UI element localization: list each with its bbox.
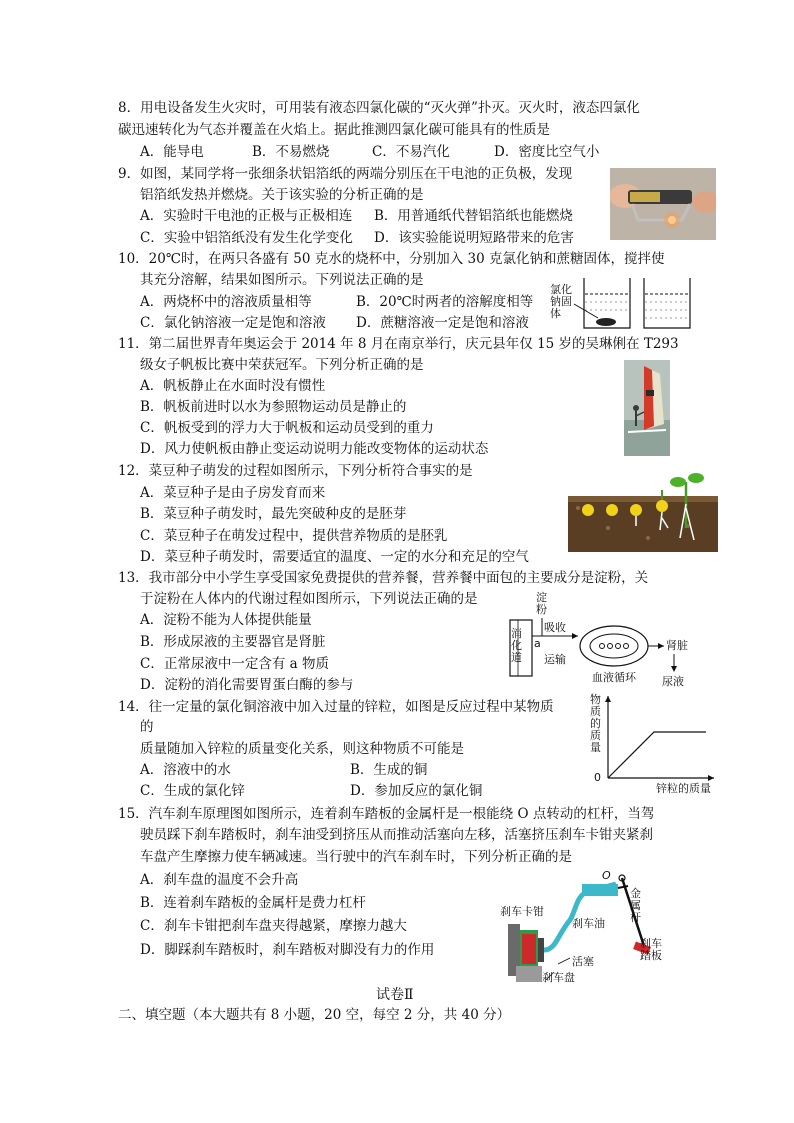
q8-option-b: B．不易燃烧 [252, 144, 330, 160]
q14-option-b: B．生成的铜 [350, 762, 428, 778]
circulation-label: 血液循环 [592, 671, 636, 684]
q15-option-d: D．脚踩刹车踏板时，刹车踏板对脚没有力的作用 [140, 942, 435, 958]
starch-label: 淀粉 [536, 591, 547, 616]
y-axis-char-5: 量 [590, 741, 601, 754]
brake-diagram [498, 868, 670, 986]
origin-label: 0 [594, 771, 601, 784]
q9-option-d: D．该实验能说明短路带来的危害 [374, 230, 574, 246]
substance-a-label: a [534, 637, 541, 650]
q8-option-a: A．能导电 [140, 144, 204, 160]
mass-graph [586, 692, 716, 798]
x-axis-label: 锌粒的质量 [656, 782, 711, 795]
q11-stem-line2: 级女子帆板比赛中荣获冠军。下列分析正确的是 [140, 357, 424, 373]
q10-option-c: C．氯化钠溶液一定是饱和溶液 [140, 315, 326, 331]
q15-option-a: A．刹车盘的温度不会升高 [140, 872, 299, 888]
beakers-figure [548, 276, 716, 332]
q13-option-c: C．正常尿液中一定含有 a 物质 [140, 656, 329, 672]
q15-option-c: C．刹车卡钳把刹车盘夹得越紧，摩擦力越大 [140, 918, 407, 934]
q10-option-b: B．20℃时两者的溶解度相等 [356, 294, 534, 310]
q13-option-a: A．淀粉不能为人体提供能量 [140, 612, 312, 628]
q9-option-a: A．实验时干电池的正极与正极相连 [140, 208, 353, 224]
beaker-label-line2: 钠固 [550, 295, 572, 308]
disc-label: 刹车盘 [542, 971, 575, 984]
part-two-title: 试卷Ⅱ [376, 987, 414, 1003]
piston-label: 活塞 [572, 955, 594, 968]
q14-option-a: A．溶液中的水 [140, 762, 231, 778]
windsurf-photo [624, 360, 670, 456]
q11-option-b: B．帆板前进时以水为参照物运动员是静止的 [140, 399, 407, 415]
q8-stem-line1: 8．用电设备发生火灾时，可用装有液态四氯化碳的“灭火弹”扑灭。灭火时，液态四氯化 [118, 100, 640, 116]
urine-label: 尿液 [662, 675, 684, 688]
q8-option-c: C．不易汽化 [372, 144, 450, 160]
beaker-right [644, 278, 690, 328]
q12-option-d: D．菜豆种子萌发时，需要适宜的温度、一定的水分和充足的空气 [140, 549, 529, 565]
q10-stem-line2: 其充分溶解，结果如图所示。下列说法正确的是 [140, 272, 424, 288]
rod-label-char-2: 属 [630, 899, 641, 912]
y-axis-char-3: 的 [590, 717, 601, 730]
q14-option-d: D．参加反应的氯化铜 [350, 783, 483, 799]
caliper-label: 刹车卡钳 [500, 905, 544, 918]
q9-option-b: B．用普通纸代替铝箔纸也能燃烧 [374, 208, 573, 224]
q11-option-d: D．风力使帆板由静止变运动说明力能改变物体的运动状态 [140, 441, 489, 457]
starch-metabolism-diagram [506, 592, 706, 688]
q15-stem-line2: 驶员踩下刹车踏板时，刹车油受到挤压从而推动活塞向左移，活塞挤压刹车卡钳夹紧刹 [140, 827, 653, 843]
q14-stem-line1: 14．往一定量的氯化铜溶液中加入过量的锌粒，如图是反应过程中某物质 [118, 699, 554, 715]
y-axis-char-2: 质 [590, 705, 601, 718]
q9-stem-line2: 铝箔纸发热并燃烧。关于该实验的分析正确的是 [140, 187, 424, 203]
q11-stem-line1: 11．第二届世界青年奥运会于 2014 年 8 月在南京举行，庆元县年仅 15 岁的吴琳俐在 T293 [118, 336, 679, 352]
bean-germination-figure [568, 468, 718, 552]
rod-label-char-1: 金 [630, 887, 641, 900]
q12-option-c: C．菜豆种子在萌发过程中，提供营养物质的是胚乳 [140, 528, 448, 544]
q10-option-a: A．两烧杯中的溶液质量相等 [140, 294, 312, 310]
q8-option-d: D．密度比空气小 [494, 144, 600, 160]
transport-label: 运输 [544, 653, 566, 666]
y-axis-char-4: 质 [590, 729, 601, 742]
q10-option-d: D．蔗糖溶液一定是饱和溶液 [356, 315, 529, 331]
q11-option-c: C．帆板受到的浮力大于帆板和运动员受到的重力 [140, 420, 434, 436]
q9-stem-line1: 9．如图，某同学将一张细条状铝箔纸的两端分别压在干电池的正负极，发现 [118, 166, 573, 182]
q12-option-b: B．菜豆种子萌发时，最先突破种皮的是胚芽 [140, 506, 407, 522]
kidney-label: 肾脏 [666, 639, 688, 652]
q13-stem-line1: 13．我市部分中小学生享受国家免费提供的营养餐，营养餐中面包的主要成分是淀粉，关 [118, 570, 649, 586]
q13-option-d: D．淀粉的消化需要胃蛋白酶的参与 [140, 677, 354, 693]
q14-stem-line2: 的 [140, 719, 154, 735]
beaker-label-line3: 体 [550, 307, 561, 320]
q8-stem-line2: 碳迅速转化为气态并覆盖在火焰上。据此推测四氯化碳可能具有的性质是 [118, 122, 550, 138]
mass-curve [608, 732, 706, 778]
q14-option-c: C．生成的氯化锌 [140, 783, 245, 799]
absorb-label: 吸收 [544, 621, 566, 634]
q15-stem-line1: 15．汽车刹车原理图如图所示，连着刹车踏板的金属杆是一根能绕 O 点转动的杠杆，当驾 [118, 806, 655, 822]
pedal-label-line1: 刹车 [640, 937, 662, 950]
beaker-label-line1: 氯化 [550, 283, 572, 296]
q15-option-b: B．连着刹车踏板的金属杆是费力杠杆 [140, 895, 366, 911]
q10-stem-line1: 10．20℃时，在两只各盛有 50 克水的烧杯中，分别加入 30 克氯化钠和蔗糖固体，搅拌使 [118, 251, 665, 267]
o-point-label: O [602, 869, 611, 882]
q12-option-a: A．菜豆种子是由子房发育而来 [140, 485, 326, 501]
q13-stem-line2: 于淀粉在人体内的代谢过程如图所示，下列说法正确的是 [140, 591, 478, 607]
y-axis-char-1: 物 [590, 693, 601, 706]
q15-stem-line3: 车盘产生摩擦力使车辆减速。当行驶中的汽车刹车时，下列分析正确的是 [140, 849, 572, 865]
q13-option-b: B．形成尿液的主要器官是肾脏 [140, 634, 326, 650]
q9-option-c: C．实验中铝箔纸没有发生化学变化 [140, 230, 353, 246]
pedal-label-line2: 踏板 [640, 949, 662, 962]
q14-stem-line3: 质量随加入锌粒的质量变化关系，则这种物质不可能是 [140, 741, 464, 757]
digestive-tract-label: 消化道 [511, 627, 522, 664]
fill-in-section-heading: 二、填空题（本大题共有 8 小题，20 空，每空 2 分，共 40 分） [118, 1007, 511, 1023]
q12-stem-line1: 12．菜豆种子萌发的过程如图所示，下列分析符合事实的是 [118, 463, 473, 479]
brake-oil-label: 刹车油 [572, 917, 605, 930]
q11-option-a: A．帆板静止在水面时没有惯性 [140, 378, 326, 394]
rod-label-char-3: 杆 [630, 911, 641, 924]
battery-foil-photo [610, 168, 716, 240]
